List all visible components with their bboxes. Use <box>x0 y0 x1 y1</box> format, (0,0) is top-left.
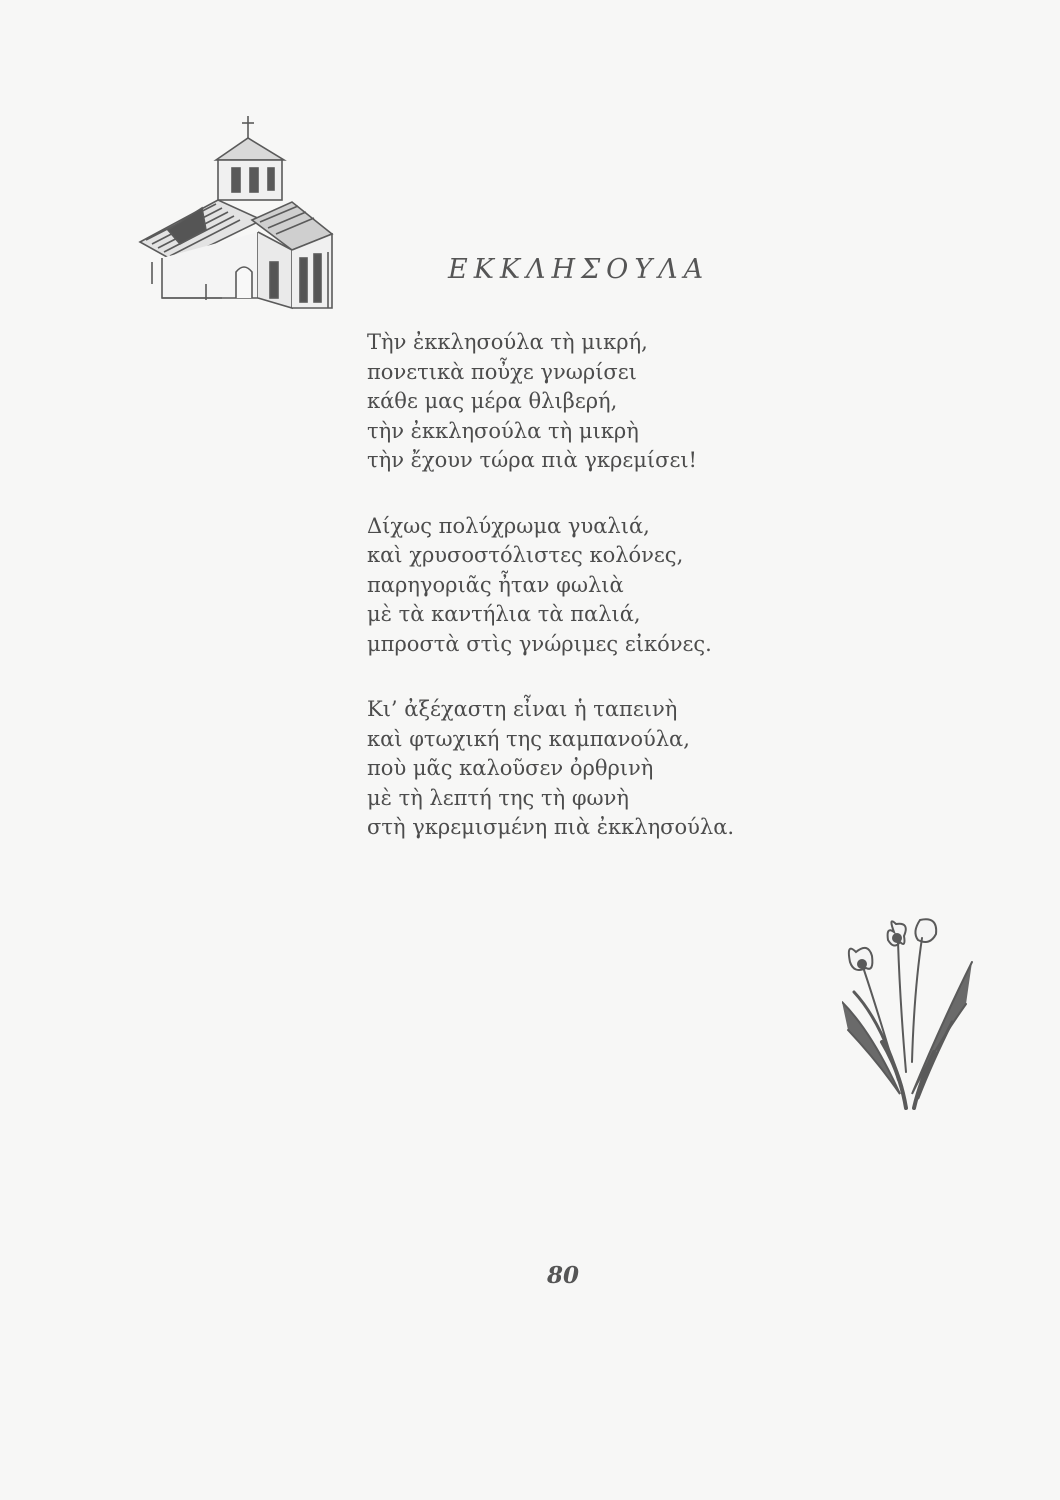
poem-line: τὴν ἐκκλησούλα τὴ μικρὴ <box>367 418 639 443</box>
page-number: 80 <box>547 1262 580 1289</box>
stanza-1 <box>367 328 827 476</box>
stanza-2 <box>367 512 827 660</box>
poem-line: κάθε μας μέρα θλιβερή, <box>367 389 618 413</box>
poem-line: στὴ γκρεμισμένη πιὰ ἐκκλησούλα. <box>367 815 735 839</box>
poem-line: Τὴν ἐκκλησούλα τὴ μικρή, <box>367 330 648 354</box>
poem-body <box>367 328 827 879</box>
poem-line: μπροστὰ στὶς γνώριμες εἰκόνες. <box>367 631 712 656</box>
poem-line: μὲ τὴ λεπτή της τὴ φωνὴ <box>367 785 630 810</box>
poem-line: τὴν ἔχουν τώρα πιὰ γκρεμίσει! <box>367 448 697 472</box>
poem-line: ποὺ μᾶς καλοῦσεν ὀρθρινὴ <box>367 756 654 780</box>
poem-title: ΕΚΚΛΗΣΟΥΛΑ <box>448 254 710 285</box>
poem-line: παρηγοριᾶς ἦταν φωλιὰ <box>367 572 624 597</box>
poem-line: καὶ χρυσοστόλιστες κολόνες, <box>367 543 684 567</box>
church-illustration <box>132 112 342 320</box>
stanza-3 <box>367 695 827 843</box>
poem-line: καὶ φτωχική της καμπανούλα, <box>367 726 690 751</box>
flowers-illustration <box>842 912 977 1112</box>
poem-line: πονετικὰ ποὖχε γνωρίσει <box>367 359 637 384</box>
poem-line: μὲ τὰ καντήλια τὰ παλιά, <box>367 602 641 626</box>
poem-line: Δίχως πολύχρωμα γυαλιά, <box>367 513 650 538</box>
poem-line: Κι’ ἀξέχαστη εἶναι ἡ ταπεινὴ <box>367 697 678 721</box>
